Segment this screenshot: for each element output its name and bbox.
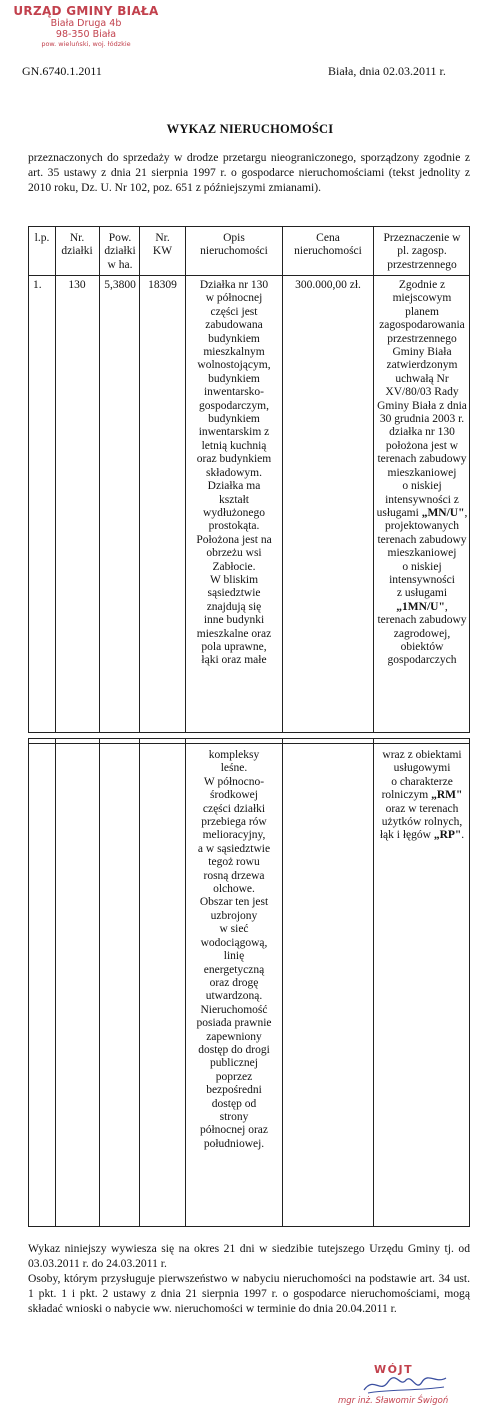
text-line: poprzez xyxy=(215,1070,253,1083)
row-parcel-number: 130 xyxy=(68,279,86,291)
text-line: prostokąta. xyxy=(208,520,260,533)
header-price xyxy=(285,232,371,259)
text-line: nieruchomości xyxy=(200,245,268,258)
text-line: Zgodnie z xyxy=(398,279,446,291)
text-line: a w sąsiedztwie xyxy=(197,842,271,855)
text-line: Nieruchomość xyxy=(200,1003,268,1016)
text-line: Opis xyxy=(223,232,245,244)
signature-role: WÓJT xyxy=(374,1363,414,1376)
footer-priority-notice: Osoby, którym przysługuje pierwszeństwo w nabyciu nieruchomości na podstawie art. 34 ust. 1 pkt. 1 i pkt. 2 ustawy z dnia 21 sierpnia 1997 r. o gospodarce nieruchomościami, mogą składać wnioski o nabycie ww. nieruchomości w terminie do dnia 20.04.2011 r. xyxy=(28,1272,470,1315)
text-line: południowej. xyxy=(203,1137,265,1150)
text-line: działki xyxy=(61,245,93,258)
property-table-page1 xyxy=(28,226,470,733)
text-line: części jest xyxy=(210,305,258,318)
property-table-page2 xyxy=(28,738,470,1227)
text-line: intensywności z xyxy=(385,493,459,506)
text-line: łąk i łęgów „RP". xyxy=(379,829,465,842)
text-line: pola uprawne, xyxy=(201,640,267,653)
text-line: tegoż rowu xyxy=(208,856,260,869)
row-lp: 1. xyxy=(33,279,42,291)
text-line: olchowe. xyxy=(213,883,255,896)
text-line: usługami „MN/U", xyxy=(376,506,468,519)
text-line: W północno- xyxy=(203,775,265,788)
text-line: z usługami xyxy=(396,587,448,600)
text-line: w ha. xyxy=(107,258,133,271)
office-stamp xyxy=(6,4,166,49)
text-line: mieszkaniowej xyxy=(387,547,457,560)
text-line: 30 grudnia 2003 r. xyxy=(379,413,465,426)
text-line: melioracyjny, xyxy=(202,829,266,842)
row-land-register: 18309 xyxy=(148,279,177,291)
header-zoning xyxy=(376,232,468,272)
text-line: Cena xyxy=(316,232,340,244)
text-line: strony xyxy=(219,1110,249,1123)
intro-paragraph: przeznaczonych do sprzedaży w drodze przetargu nieograniczonego, sporządzony zgodnie z art. 35 ustawy z dnia 21 sierpnia 1997 r. o gospodarce nieruchomościami (tekst jednolity z 2010 roku, Dz. U. Nr 102, poz. 651 z późniejszymi zmianami). xyxy=(28,151,470,194)
text-line: w sieć xyxy=(219,923,249,936)
text-line: publicznej xyxy=(210,1057,258,1070)
text-line: północnej oraz xyxy=(199,1124,268,1137)
text-line: Pow. xyxy=(108,232,132,244)
text-line: oraz drogę xyxy=(209,976,259,989)
text-line: przestrzennego xyxy=(387,258,457,271)
text-line: gospodarczych xyxy=(387,654,457,667)
text-line: terenach zabudowy xyxy=(377,533,467,546)
text-line: o niskiej xyxy=(402,480,442,493)
text-line: wraz z obiektami xyxy=(382,749,462,761)
text-line: wodociągową, xyxy=(200,936,268,949)
text-line: miejscowym xyxy=(392,292,452,305)
text-line: obrzeżu wsi xyxy=(206,547,262,560)
place-and-date: Biała, dnia 02.03.2011 r. xyxy=(328,64,446,78)
text-line: uzbrojony xyxy=(210,909,258,922)
text-line: rosną drzewa xyxy=(203,869,265,882)
text-line: terenach zabudowy xyxy=(377,614,467,627)
text-line: o niskiej xyxy=(402,560,442,573)
text-line: kształt xyxy=(218,493,250,506)
header-description xyxy=(189,232,279,259)
text-line: posiada prawnie xyxy=(196,1017,272,1030)
text-line: części działki xyxy=(202,802,266,815)
text-line: Nr. xyxy=(69,232,85,244)
text-line: wolnostojącym, xyxy=(197,359,271,372)
text-line: wydłużonego xyxy=(203,506,265,519)
text-line: składowym. xyxy=(206,466,262,479)
row-price: 300.000,00 zł. xyxy=(295,279,361,291)
text-line: znajdują się xyxy=(206,600,262,613)
text-line: KW xyxy=(152,245,173,258)
text-line: mieszkaniowej xyxy=(387,466,457,479)
text-line: Przeznaczenie w xyxy=(383,232,461,244)
header-lp xyxy=(31,232,53,245)
row-description-part2 xyxy=(189,749,279,1151)
text-line: Gminy Biała xyxy=(392,346,452,359)
text-line: l.p. xyxy=(34,232,50,244)
text-line: działki xyxy=(104,245,136,258)
footer-text xyxy=(28,1241,470,1316)
text-line: położona jest w xyxy=(385,439,459,452)
text-line: przebiega rów xyxy=(201,816,267,829)
text-line: rolniczym „RM" xyxy=(381,789,463,802)
row-description-part1 xyxy=(189,279,279,668)
text-line: terenach zabudowy xyxy=(377,453,467,466)
signer-name: mgr inż. Sławomir Świgoń xyxy=(338,1396,449,1406)
text-line: oraz budynkiem xyxy=(196,453,272,466)
text-line: dostęp do drogi xyxy=(198,1043,270,1056)
text-line: o charakterze xyxy=(391,775,453,788)
text-line: zagospodarowania xyxy=(379,319,465,332)
text-line: planem xyxy=(405,305,439,318)
footer-posting-period: Wykaz niniejszy wywiesza się na okres 21 dni w siedzibie tutejszego Urzędu Gminy tj. od 03.03.2011 r. do 24.03.2011 r. xyxy=(28,1242,470,1270)
text-line: leśne. xyxy=(220,762,248,775)
text-line: projektowanych xyxy=(384,520,460,533)
text-line: mieszkalne oraz xyxy=(196,627,272,640)
text-line: bezpośredni xyxy=(206,1084,262,1097)
text-line: intensywności xyxy=(389,573,455,586)
text-line: usługowymi xyxy=(393,762,451,775)
header-parcel-number xyxy=(56,232,98,259)
text-line: obiektów xyxy=(400,640,444,653)
text-line: w północnej xyxy=(205,292,263,305)
text-line: oraz w terenach xyxy=(385,802,459,815)
text-line: Zabłocie. xyxy=(212,560,256,573)
text-line: inwentarsko- xyxy=(203,386,265,399)
text-line: budynkiem xyxy=(208,413,260,426)
text-line: inne budynki xyxy=(203,614,265,627)
text-line: sąsiedztwie xyxy=(207,587,261,600)
header-area xyxy=(101,232,139,272)
stamp-address: Biała Druga 4b xyxy=(50,18,122,29)
text-line: zapewniony xyxy=(206,1030,262,1043)
text-line: linię xyxy=(223,950,245,963)
text-line: kompleksy xyxy=(208,749,260,761)
text-line: Położona jest na xyxy=(196,533,272,546)
stamp-postcode: 98-350 Biała xyxy=(55,29,117,40)
stamp-office-name: URZĄD GMINY BIAŁA xyxy=(13,4,159,18)
stamp-region: pow. wieluński, woj. łódzkie xyxy=(41,40,131,48)
text-line: użytków rolnych, xyxy=(381,816,463,829)
text-line: Obszar ten jest xyxy=(199,896,269,909)
text-line: mieszkalnym xyxy=(203,346,265,359)
text-line: dostęp od xyxy=(211,1097,257,1110)
text-line: XV/80/03 Rady xyxy=(385,386,459,399)
text-line: przestrzennego xyxy=(387,332,457,345)
row-zoning-part1 xyxy=(376,279,468,668)
text-line: budynkiem xyxy=(208,332,260,345)
row-zoning-part2 xyxy=(376,749,468,843)
text-line: letnią kuchnią xyxy=(201,439,267,452)
text-line: pl. zagosp. xyxy=(397,245,447,258)
text-line: działka nr 130 xyxy=(389,426,455,439)
text-line: utwardzoną. xyxy=(205,990,263,1003)
text-line: Gminy Biała z dnia xyxy=(377,399,467,412)
text-line: Działka nr 130 xyxy=(199,279,269,291)
header-land-register xyxy=(141,232,184,259)
text-line: nieruchomości xyxy=(294,245,362,258)
text-line: zabudowana xyxy=(205,319,263,332)
text-line: środkowej xyxy=(210,789,258,802)
text-line: uchwałą Nr xyxy=(395,372,449,385)
text-line: budynkiem xyxy=(208,372,260,385)
text-line: zagrodowej, xyxy=(393,627,451,640)
text-line: Działka ma xyxy=(207,480,261,493)
text-line: gospodarczym, xyxy=(199,399,269,412)
text-line: zatwierdzonym xyxy=(386,359,458,372)
text-line: „1MN/U", xyxy=(396,600,448,613)
text-line: energetyczną xyxy=(203,963,265,976)
text-line: Nr. xyxy=(155,232,170,244)
text-line: łąki oraz małe xyxy=(201,654,267,667)
text-line: inwentarskim z xyxy=(198,426,270,439)
row-area: 5,3800 xyxy=(104,279,136,291)
reference-number: GN.6740.1.2011 xyxy=(22,64,102,78)
document-title: WYKAZ NIERUCHOMOŚCI xyxy=(166,122,334,136)
handwritten-signature-icon xyxy=(360,1370,450,1398)
text-line: W bliskim xyxy=(209,573,259,586)
